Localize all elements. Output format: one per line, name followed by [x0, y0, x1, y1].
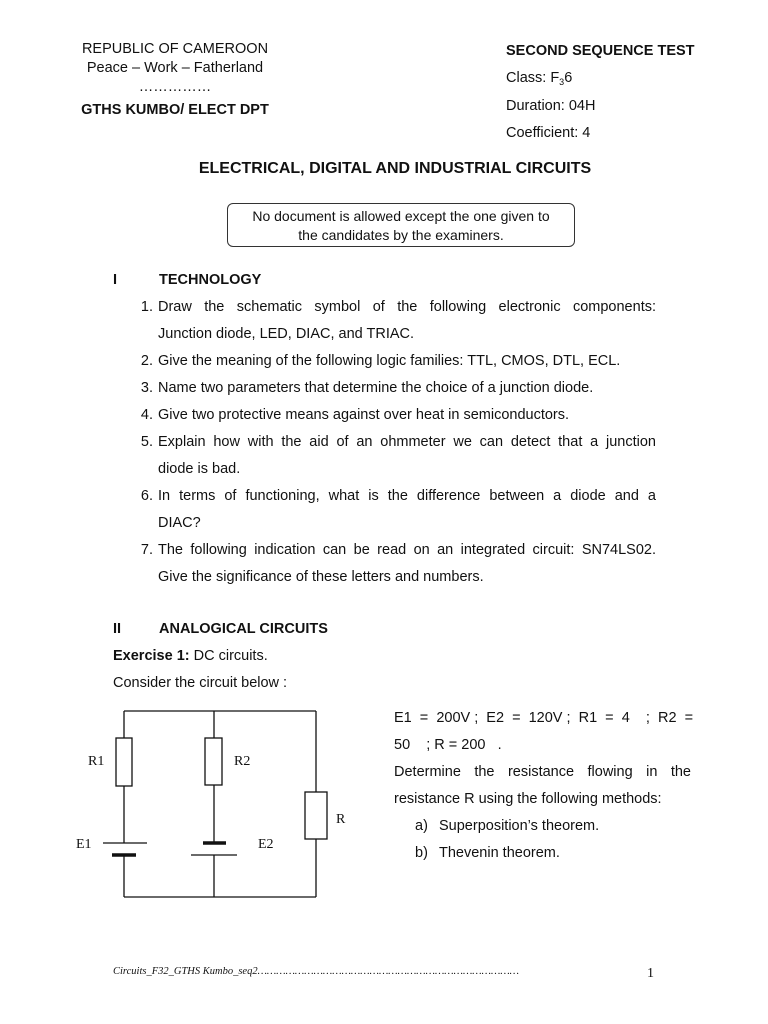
values-line-2: 50 ; R = 200 . — [394, 737, 502, 753]
resistor-r1 — [116, 738, 132, 786]
page-number: 1 — [647, 966, 654, 981]
footer-reference: Circuits_F32_GTHS Kumbo_seq2………………………………………………………………………… — [113, 966, 519, 977]
notice-line-2: the candidates by the examiners. — [298, 227, 504, 243]
question-4: 4. Give two protective means against over heat in semiconductors. — [140, 407, 570, 423]
country-name: REPUBLIC OF CAMEROON — [81, 41, 269, 57]
resistor-r — [305, 792, 327, 839]
coefficient-info: Coefficient: 4 — [506, 125, 591, 141]
label-r2: R2 — [234, 754, 251, 769]
task-line-1: Determine the resistance flowing in the — [394, 764, 691, 780]
task-line-2: resistance R using the following methods: — [394, 791, 662, 807]
question-7: 7. The following indication can be read on an integrated circuit: SN74LS02. Give the significance of these letters and numbers. — [140, 542, 656, 585]
question-3: 3. Name two parameters that determine the choice of a junction diode. — [140, 380, 594, 396]
label-e1: E1 — [76, 837, 92, 852]
school-name: GTHS KUMBO/ ELECT DPT — [81, 102, 269, 118]
notice-line-1: No document is allowed except the one given to — [252, 208, 550, 224]
test-name: SECOND SEQUENCE TEST — [506, 43, 695, 59]
resistor-r2 — [205, 738, 222, 785]
national-motto: Peace – Work – Fatherland — [86, 60, 264, 76]
duration-info: Duration: 04H — [506, 98, 596, 114]
question-5: 5. Explain how with the aid of an ohmmeter we can detect that a junction diode is bad. — [140, 434, 656, 477]
question-6: 6. In terms of functioning, what is the difference between a diode and a DIAC? — [140, 488, 656, 531]
circuit-intro: Consider the circuit below : — [113, 675, 288, 691]
values-line-1: E1 = 200V ; E2 = 120V ; R1 = 4 ; R2 = — [394, 710, 694, 726]
label-e2: E2 — [258, 837, 274, 852]
section-2-title: ANALOGICAL CIRCUITS — [159, 621, 328, 637]
label-r1: R1 — [88, 754, 105, 769]
class-info: Class: $F_36$ — [506, 70, 573, 87]
question-1: 1. Draw the schematic symbol of the following electronic components: Junction diode, LED, DIAC, and TRIAC. — [140, 299, 656, 342]
label-r: R — [336, 812, 346, 827]
exercise-1-heading: Exercise 1: DC circuits. — [113, 648, 268, 664]
exam-title: ELECTRICAL, DIGITAL AND INDUSTRIAL CIRCUITS — [198, 160, 592, 177]
section-2-number: II — [113, 621, 122, 637]
section-1-number: I — [113, 272, 118, 288]
header-dots: …………… — [138, 79, 212, 95]
method-a: a) Superposition’s theorem. — [415, 818, 600, 834]
section-1-title: TECHNOLOGY — [159, 272, 262, 288]
method-b: b) Thevenin theorem. — [415, 845, 560, 861]
question-2: 2. Give the meaning of the following logic families: TTL, CMOS, DTL, ECL. — [140, 353, 621, 369]
